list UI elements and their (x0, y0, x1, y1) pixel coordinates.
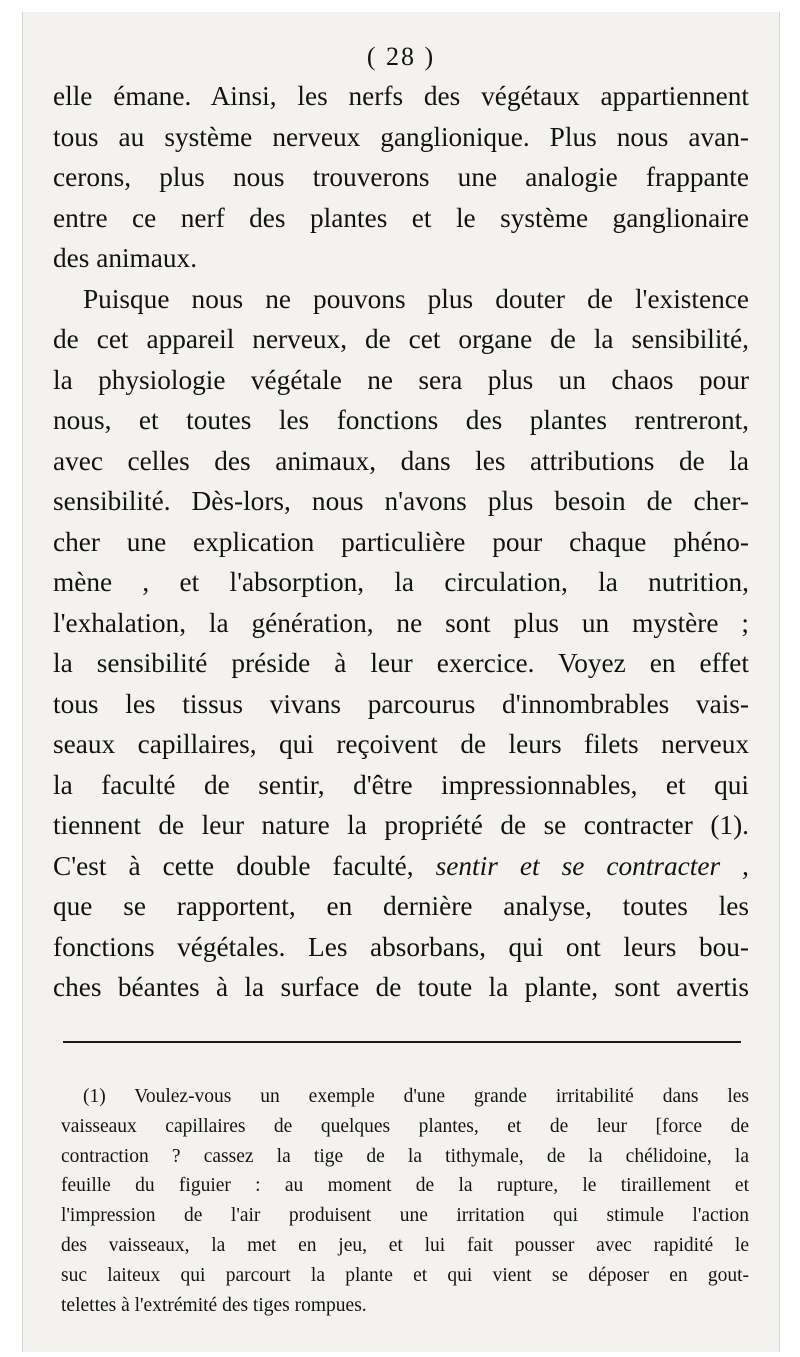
text-line: tous les tissus vivans parcourus d'innombrables vais- (53, 688, 749, 719)
text-line: cher une explication particulière pour chaque phéno- (53, 526, 749, 557)
text-line: la faculté de sentir, d'être impressionnables, et qui (53, 769, 749, 800)
page-number: ( 28 ) (366, 42, 436, 71)
footnote-line: vaisseaux capillaires de quelques plantes, et de leur [force de (61, 1115, 749, 1137)
book-page (22, 12, 780, 1352)
text-line: des animaux. (53, 243, 198, 273)
line-text-after-italic: , (742, 850, 749, 881)
footnote-line: telettes à l'extrémité des tiges rompues. (61, 1294, 367, 1316)
text-line-mixed (53, 846, 749, 887)
text-line: entre ce nerf des plantes et le système ganglionaire (53, 202, 749, 233)
text-line: tiennent de leur nature la propriété de se contracter (1). (53, 810, 749, 840)
text-line: la sensibilité préside à leur exercice. Voyez en effet (53, 648, 749, 678)
text-line: ches béantes à la surface de toute la plante, sont avertis (53, 972, 749, 1002)
italic-phrase: sentir et se contracter (435, 850, 721, 881)
text-line: de cet appareil nerveux, de cet organe de la sensibilité, (53, 324, 749, 354)
footnote-line: feuille du figuier : au moment de la rupture, le tiraillement et (61, 1175, 749, 1197)
text-line: seaux capillaires, qui reçoivent de leurs filets nerveux (53, 729, 749, 759)
footnote-line: des vaisseaux, la met en jeu, et lui fait pousser avec rapidité le (61, 1234, 749, 1256)
footnote-line: contraction ? cassez la tige de la tithymale, de la chélidoine, la (61, 1145, 749, 1167)
text-line: avec celles des animaux, dans les attributions de la (53, 445, 749, 476)
text-line: fonctions végétales. Les absorbans, qui ont leurs bou- (53, 931, 749, 962)
text-line: l'exhalation, la génération, ne sont plus un mystère ; (53, 607, 749, 638)
line-text-before-italic: C'est à cette double faculté, (53, 850, 414, 881)
footnote-line: (1) Voulez-vous un exemple d'une grande irritabilité dans les (83, 1086, 749, 1107)
text-line: la physiologie végétale ne sera plus un chaos pour (53, 364, 749, 395)
text-line: elle émane. Ainsi, les nerfs des végétaux appartiennent (53, 81, 749, 111)
footnote-line: suc laiteux qui parcourt la plante et qui vient se déposer en gout- (61, 1264, 749, 1286)
text-line: nous, et toutes les fonctions des plantes rentreront, (53, 405, 749, 435)
text-line: tous au système nerveux ganglionique. Plus nous avan- (53, 121, 749, 152)
footnote-divider (63, 1041, 741, 1043)
text-line: sensibilité. Dès-lors, nous n'avons plus besoin de cher- (53, 486, 749, 516)
main-text (53, 76, 749, 1008)
text-line: mène , et l'absorption, la circulation, la nutrition, (53, 567, 749, 597)
text-line: cerons, plus nous trouverons une analogie frappante (53, 162, 749, 192)
text-line: Puisque nous ne pouvons plus douter de l'existence (83, 283, 749, 314)
footnote-line: l'impression de l'air produisent une irritation qui stimule l'action (61, 1205, 749, 1227)
footnote (61, 1082, 749, 1320)
text-line: que se rapportent, en dernière analyse, toutes les (53, 891, 749, 921)
